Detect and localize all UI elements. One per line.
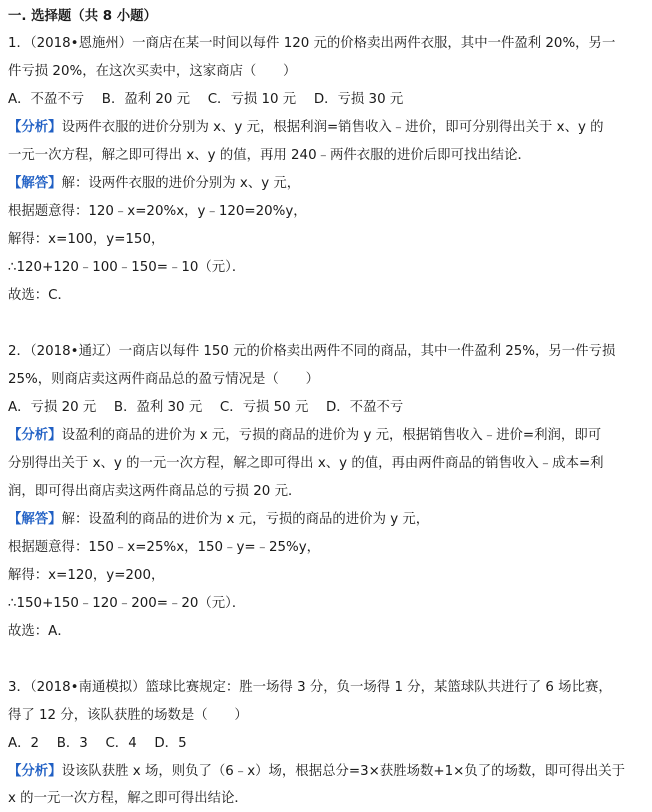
q3-analysis-text-1: 设该队获胜 x 场，则负了（6﹣x）场，根据总分=3×获胜场数+1×负了的场数，即可得出关于 [61, 764, 626, 779]
q2-analysis-line-3: 润，即可得出商店卖这两件商品总的亏损 20 元． [8, 484, 302, 499]
q1-stem-line-2: 件亏损 20%，在这次买卖中，这家商店（ ） [8, 64, 297, 79]
q2-stem-line-2: 25%，则商店卖这两件商品总的盈亏情况是（ ） [8, 372, 319, 387]
q2-analysis-line-1 [8, 422, 646, 450]
spacer [8, 646, 646, 674]
q1-analysis-line-1 [8, 114, 646, 142]
q2-solution-line-2: 解得：x=120，y=200， [8, 568, 165, 583]
q3-stem-line-1: 3．（2018•南通模拟）篮球比赛规定：胜一场得 3 分，负一场得 1 分，某篮球队共进行了 6 场比赛， [8, 680, 612, 695]
q2-answer-tag: 【解答】 [8, 512, 62, 527]
q2-options: A．亏损 20 元 B．盈利 30 元 C．亏损 50 元 D．不盈不亏 [8, 400, 404, 415]
q2-solution-line-3: ∴150+150﹣120﹣200=﹣20（元）． [8, 596, 246, 611]
q2-solution-line-1: 根据题意得：150﹣x=25%x，150﹣y=﹣25%y， [8, 540, 321, 555]
q3-analysis-line-2: x 的一元一次方程，解之即可得出结论． [8, 791, 248, 806]
q1-analysis-tag: 【分析】 [8, 120, 62, 135]
q2-analysis-text-1: 设盈利的商品的进价为 x 元，亏损的商品的进价为 y 元，根据销售收入﹣进价=利润，即可 [61, 428, 602, 443]
q1-solution-line-1: 根据题意得：120﹣x=20%x，y﹣120=20%y， [8, 204, 307, 219]
q1-solution-line-2: 解得：x=100，y=150， [8, 232, 165, 247]
q3-options: A．2 B．3 C．4 D．5 [8, 736, 187, 751]
q2-stem-line-1: 2．（2018•通辽）一商店以每件 150 元的价格卖出两件不同的商品，其中一件盈利 25%，另一件亏损 [8, 344, 616, 359]
question-3 [8, 674, 646, 812]
q2-answer-line [8, 506, 646, 534]
q3-analysis-line-1 [8, 758, 646, 786]
spacer [8, 310, 646, 338]
q2-analysis-line-2: 分别得出关于 x、y 的一元一次方程，解之即可得出 x、y 的值，再由两件商品的销售收入﹣成本=利 [8, 456, 604, 471]
q1-analysis-text-1: 设两件衣服的进价分别为 x、y 元，根据利润=销售收入﹣进价，即可分别得出关于 x、y 的 [61, 120, 604, 135]
q1-answer-text: 解：设两件衣服的进价分别为 x、y 元， [61, 176, 301, 191]
q1-analysis-line-2: 一元一次方程，解之即可得出 x、y 的值，再用 240﹣两件衣服的进价后即可找出结论． [8, 148, 531, 163]
section-title: 一. 选择题（共 8 小题） [8, 9, 157, 24]
q3-stem-line-2: 得了 12 分，该队获胜的场数是（ ） [8, 708, 248, 723]
question-2 [8, 338, 646, 646]
q3-analysis-tag: 【分析】 [8, 764, 62, 779]
q1-answer-line [8, 170, 646, 198]
q1-stem-line-1: 1．（2018•恩施州）一商店在某一时间以每件 120 元的价格卖出两件衣服，其中一件盈利 20%，另一 [8, 36, 616, 51]
q1-options: A．不盈不亏 B．盈利 20 元 C．亏损 10 元 D．亏损 30 元 [8, 92, 404, 107]
q2-solution-line-4: 故选：A． [8, 624, 71, 639]
q2-answer-text: 解：设盈利的商品的进价为 x 元，亏损的商品的进价为 y 元， [61, 512, 430, 527]
q2-analysis-tag: 【分析】 [8, 428, 62, 443]
q1-answer-tag: 【解答】 [8, 176, 62, 191]
q1-solution-line-3: ∴120+120﹣100﹣150=﹣10（元）． [8, 260, 246, 275]
q1-solution-line-4: 故选：C． [8, 288, 71, 303]
question-1 [8, 30, 646, 310]
